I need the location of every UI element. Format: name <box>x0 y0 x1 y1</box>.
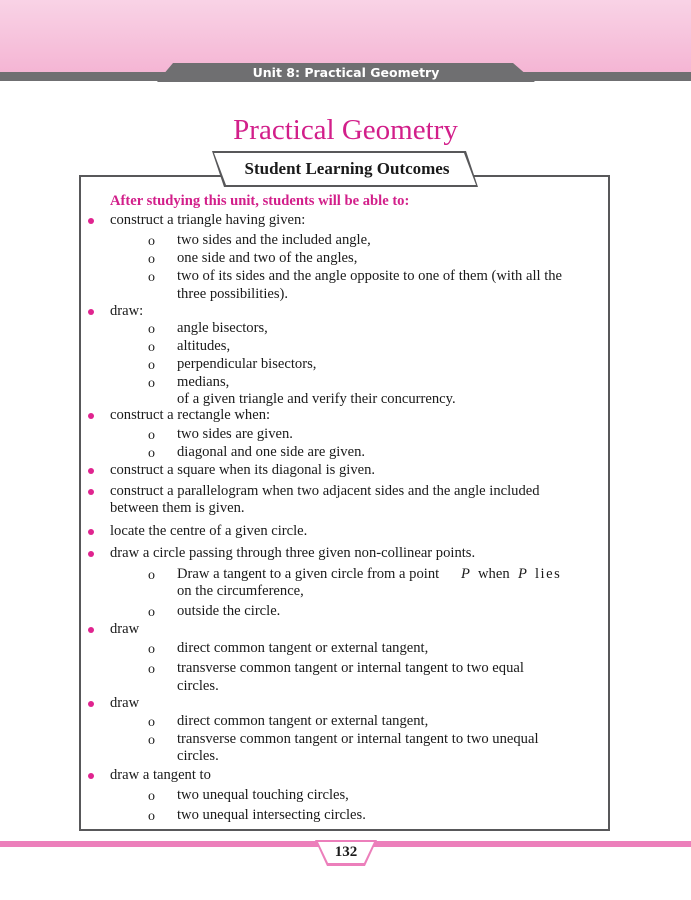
outcome-item: construct a triangle having given: <box>110 212 306 228</box>
sub-item: transverse common tangent or internal tangent to two unequal <box>177 731 539 747</box>
sub-item: direct common tangent or external tangent, <box>177 713 429 729</box>
math-variable: P <box>518 566 527 582</box>
outcome-item: draw a circle passing through three given non-collinear points. <box>110 545 476 561</box>
sub-item: two sides are given. <box>177 426 293 442</box>
sub-item: outside the circle. <box>177 603 281 619</box>
sub-item: two of its sides and the angle opposite to one of them (with all the <box>177 268 563 284</box>
sub-item: medians, <box>177 374 230 390</box>
sub-marker: o <box>148 234 155 249</box>
bullet <box>88 529 94 535</box>
sub-item-continued: circles. <box>177 678 219 694</box>
math-variable: P <box>461 566 470 582</box>
sub-marker: o <box>148 446 155 461</box>
sub-marker: o <box>148 358 155 373</box>
sub-item: angle bisectors, <box>177 320 268 336</box>
outcomes-heading: Student Learning Outcomes <box>244 159 450 178</box>
sub-marker: o <box>148 605 155 620</box>
outcome-item: construct a square when its diagonal is given. <box>110 462 376 478</box>
bullet <box>88 413 94 419</box>
sub-item: direct common tangent or external tangent, <box>177 640 429 656</box>
sub-item: transverse common tangent or internal tangent to two equal <box>177 660 524 676</box>
outcome-item: draw <box>110 621 140 637</box>
sub-marker: o <box>148 252 155 267</box>
sub-item-continued: circles. <box>177 748 219 764</box>
bullet <box>88 489 94 495</box>
outcome-item: locate the centre of a given circle. <box>110 523 308 539</box>
bullet <box>88 309 94 315</box>
outcome-item: draw <box>110 695 140 711</box>
sub-item: when <box>478 566 510 582</box>
outcome-item: construct a rectangle when: <box>110 407 271 423</box>
sub-item-continued: three possibilities). <box>177 286 289 302</box>
sub-marker: o <box>148 340 155 355</box>
bullet <box>88 701 94 707</box>
unit-label: Unit 8: Practical Geometry <box>252 65 440 80</box>
sub-marker: o <box>148 809 155 824</box>
sub-marker: o <box>148 270 155 285</box>
outcome-item-continued: between them is given. <box>110 500 245 516</box>
sub-marker: o <box>148 733 155 748</box>
sub-marker: o <box>148 642 155 657</box>
sub-marker: o <box>148 789 155 804</box>
sub-item-continued: of a given triangle and verify their concurrency. <box>177 391 456 407</box>
sub-marker: o <box>148 662 155 677</box>
intro-text: After studying this unit, students will be able to: <box>110 193 410 209</box>
sub-item: lies <box>535 566 562 582</box>
sub-item: Draw a tangent to a given circle from a point <box>177 566 440 582</box>
sub-marker: o <box>148 715 155 730</box>
sub-item: diagonal and one side are given. <box>177 444 366 460</box>
sub-item: altitudes, <box>177 338 231 354</box>
bullet <box>88 468 94 474</box>
page-title: Practical Geometry <box>233 114 458 146</box>
sub-item: two sides and the included angle, <box>177 232 371 248</box>
sub-marker: o <box>148 568 155 583</box>
sub-marker: o <box>148 322 155 337</box>
sub-item-continued: on the circumference, <box>177 583 304 599</box>
page-number: 132 <box>334 844 358 860</box>
sub-item: one side and two of the angles, <box>177 250 358 266</box>
bullet <box>88 627 94 633</box>
bullet <box>88 773 94 779</box>
outcome-item: construct a parallelogram when two adjacent sides and the angle included <box>110 483 540 499</box>
sub-item: two unequal intersecting circles. <box>177 807 366 823</box>
sub-item: perpendicular bisectors, <box>177 356 317 372</box>
bullet <box>88 218 94 224</box>
sub-marker: o <box>148 428 155 443</box>
sub-marker: o <box>148 376 155 391</box>
sub-item: two unequal touching circles, <box>177 787 349 803</box>
bullet <box>88 551 94 557</box>
outcome-item: draw: <box>110 303 144 319</box>
outcome-item: draw a tangent to <box>110 767 211 783</box>
